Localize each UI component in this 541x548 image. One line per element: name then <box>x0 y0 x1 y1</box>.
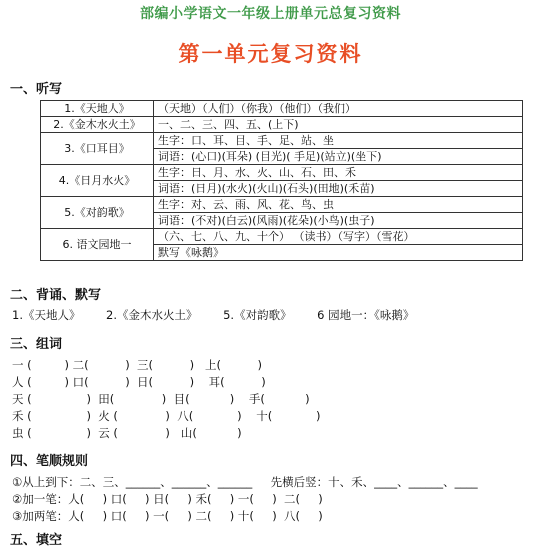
section-heading-fill: 五、填空 <box>10 533 63 548</box>
table-row <box>41 101 523 117</box>
table-row <box>41 117 523 133</box>
stroke-row: ①从上到下：二、三、______、______、______ 先横后竖：十、禾、____、______、____ <box>12 475 478 489</box>
lesson-name: 2.《金木水火土》 <box>41 117 154 133</box>
lesson-content: 词语：(心口)(耳朵) (目光)( 手足)(站立)(坐下) <box>154 149 523 165</box>
lesson-name: 6. 语文园地一 <box>41 229 154 261</box>
section-heading-listening: 一、听写 <box>10 82 63 97</box>
word-row: 人 ( ) 口( ) 日( ) 耳( ) <box>12 375 266 389</box>
lesson-content: （六、七、八、九、十个） （读书）（写字）（雪花） <box>154 229 523 245</box>
lesson-name: 1.《天地人》 <box>41 101 154 117</box>
lesson-content: 生字：对、云、雨、风、花、鸟、虫 <box>154 197 523 213</box>
stroke-row: ②加一笔：人( ) 口( ) 日( ) 禾( ) 一( ) 二( ) <box>12 492 323 506</box>
word-row: 天 ( ) 田( ) 目( ) 手( ) <box>12 392 310 406</box>
lesson-content: 词语：(不对)(白云)(风雨)(花朵)(小鸟)(虫子) <box>154 213 523 229</box>
page-title: 第一单元复习资料 <box>178 42 363 66</box>
recite-list: 1.《天地人》 2.《金木水火土》 5.《对韵歌》 6 园地一：《咏鹅》 <box>12 308 415 322</box>
section-heading-words: 三、组词 <box>10 337 63 352</box>
lesson-content: 默写《咏鹅》 <box>154 245 523 261</box>
lesson-content: 生字：日、月、水、火、山、石、田、禾 <box>154 165 523 181</box>
table-row <box>41 133 523 149</box>
stroke-row: ③加两笔：人( ) 口( ) 一( ) 二( ) 十( ) 八( ) <box>12 509 323 523</box>
word-row: 禾 ( ) 火 ( ) 八( ) 十( ) <box>12 409 321 423</box>
lesson-name: 4.《日月水火》 <box>41 165 154 197</box>
section-heading-recite: 二、背诵、默写 <box>10 288 102 303</box>
lesson-content: 一、二、三、四、五、(上下) <box>154 117 523 133</box>
section-heading-stroke: 四、笔顺规则 <box>10 454 89 469</box>
lesson-content: （天地）（人们）（你我）（他们）（我们） <box>154 101 523 117</box>
lesson-name: 3.《口耳目》 <box>41 133 154 165</box>
lesson-content: 词语：(日月)(水火)(火山)(石头)(田地)(禾苗) <box>154 181 523 197</box>
word-row: 一 ( ) 二( ) 三( ) 上( ) <box>12 358 263 372</box>
table-row <box>41 229 523 245</box>
table-row <box>41 165 523 181</box>
table-row <box>41 197 523 213</box>
lesson-content: 生字：口、耳、目、手、足、站、坐 <box>154 133 523 149</box>
lesson-name: 5.《对韵歌》 <box>41 197 154 229</box>
word-row: 虫 ( ) 云 ( ) 山( ) <box>12 426 242 440</box>
listening-table <box>40 100 523 261</box>
document-header: 部编小学语文一年级上册单元总复习资料 <box>140 6 401 22</box>
